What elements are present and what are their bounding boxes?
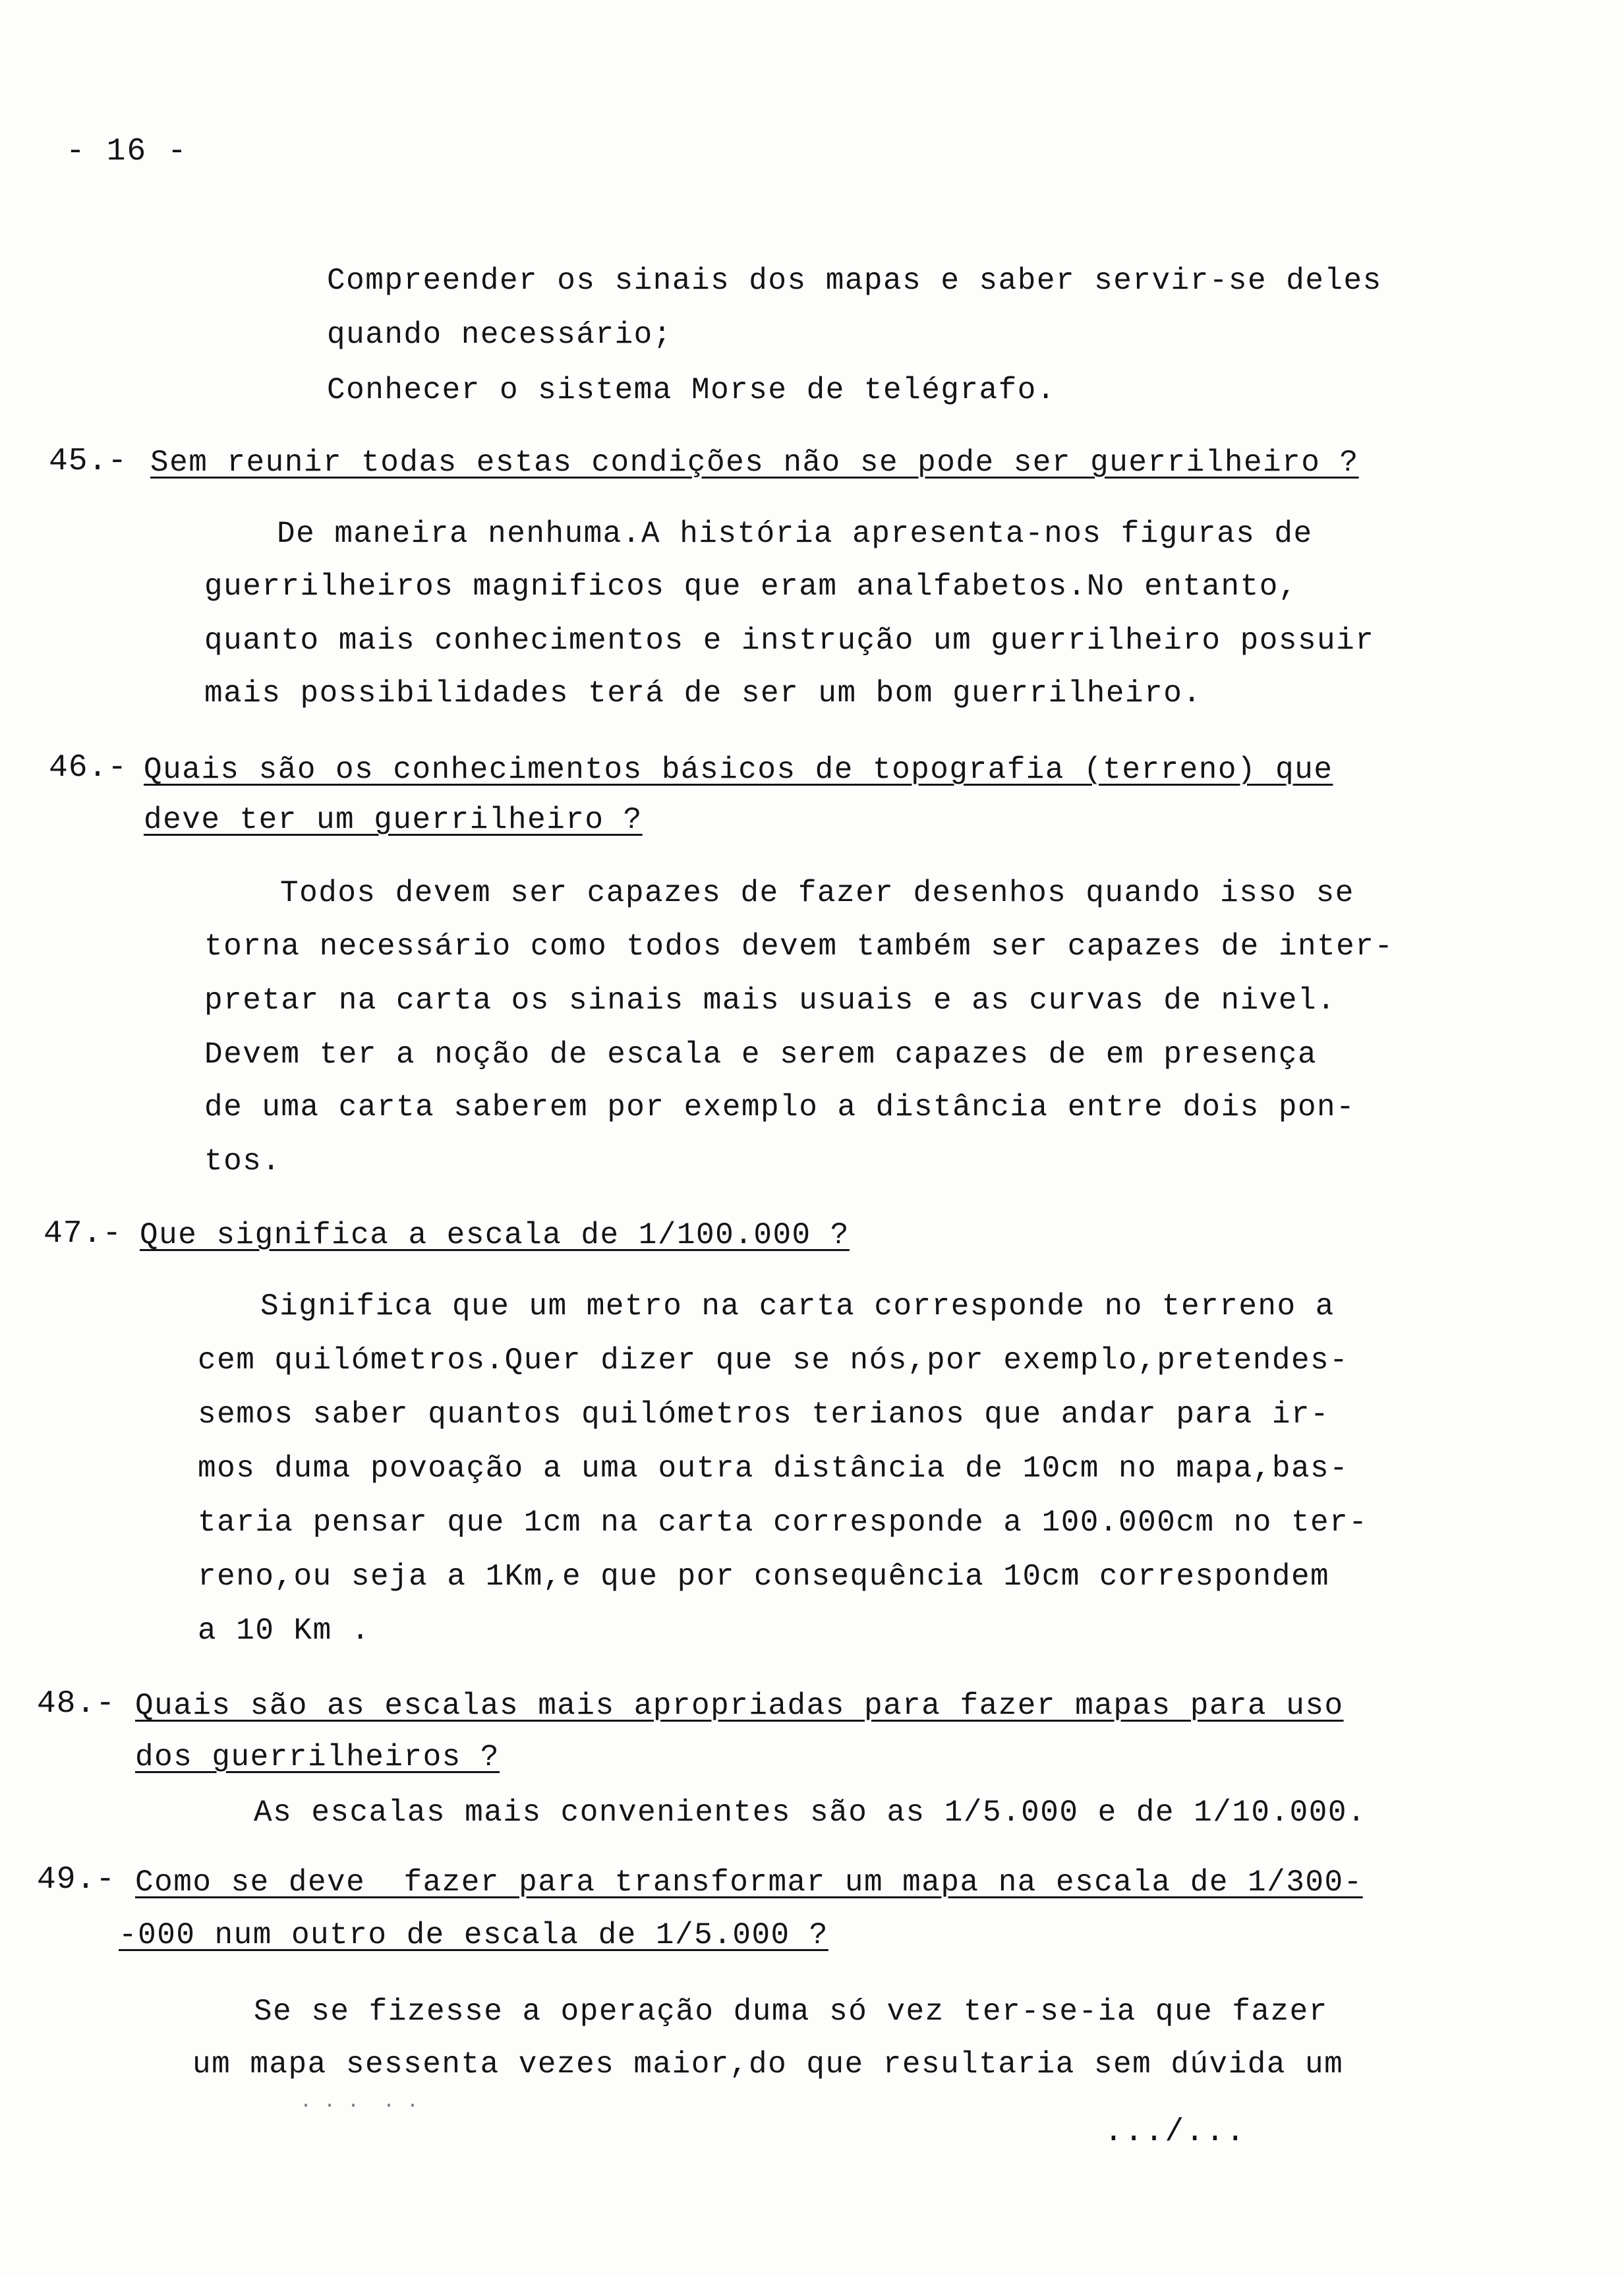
answer-line: Devem ter a noção de escala e serem capazes de em presença xyxy=(204,1037,1318,1072)
question-title: Quais são os conhecimentos básicos de topografia (terreno) que xyxy=(144,753,1333,787)
question-number: 47.- xyxy=(44,1216,123,1252)
answer-line: quanto mais conhecimentos e instrução um guerrilheiro possuir xyxy=(204,624,1375,658)
answer-line: cem quilómetros.Quer dizer que se nós,por exemplo,pretendes- xyxy=(198,1343,1349,1378)
answer-line: tos. xyxy=(204,1144,281,1179)
stray-marks: · · · · · xyxy=(300,2095,419,2117)
question-number: 45.- xyxy=(49,444,128,479)
question-number: 49.- xyxy=(37,1862,116,1898)
intro-line: Compreender os sinais dos mapas e saber servir-se deles xyxy=(327,264,1382,298)
question-title: Quais são as escalas mais apropriadas para fazer mapas para uso xyxy=(135,1689,1344,1723)
answer-line: de uma carta saberem por exemplo a distância entre dois pon- xyxy=(204,1090,1356,1124)
intro-line: quando necessário; xyxy=(327,318,672,352)
answer-line: De maneira nenhuma.A história apresenta-nos figuras de xyxy=(277,517,1313,551)
answer-line: mos duma povoação a uma outra distância de 10cm no mapa,bas- xyxy=(198,1451,1349,1486)
question-number: 46.- xyxy=(49,750,128,786)
answer-line: Se se fizesse a operação duma só vez ter-se-ia que fazer xyxy=(254,1995,1328,2029)
continuation-marker: .../... xyxy=(1104,2115,1246,2150)
answer-line: semos saber quantos quilómetros terianos que andar para ir- xyxy=(198,1397,1330,1432)
answer-line: guerrilheiros magnificos que eram analfabetos.No entanto, xyxy=(204,570,1298,604)
question-title: dos guerrilheiros ? xyxy=(135,1740,500,1774)
answer-line: Todos devem ser capazes de fazer desenhos quando isso se xyxy=(280,876,1354,910)
answer-line: um mapa sessenta vezes maior,do que resultaria sem dúvida um xyxy=(192,2047,1344,2082)
answer-line: mais possibilidades terá de ser um bom guerrilheiro. xyxy=(204,676,1202,711)
question-number: 48.- xyxy=(37,1686,116,1722)
question-title: Que significa a escala de 1/100.000 ? xyxy=(140,1218,850,1252)
answer-line: reno,ou seja a 1Km,e que por consequência 10cm correspondem xyxy=(198,1560,1330,1594)
question-title: Sem reunir todas estas condições não se pode ser guerrilheiro ? xyxy=(150,446,1359,480)
question-title: deve ter um guerrilheiro ? xyxy=(144,803,643,837)
intro-line: Conhecer o sistema Morse de telégrafo. xyxy=(327,373,1056,407)
answer-line: taria pensar que 1cm na carta corresponde a 100.000cm no ter- xyxy=(198,1505,1368,1540)
question-title: Como se deve fazer para transformar um mapa na escala de 1/300- xyxy=(135,1865,1363,1900)
page-number: - 16 - xyxy=(66,134,188,169)
answer-line: a 10 Km . xyxy=(198,1614,370,1648)
answer-line: As escalas mais convenientes são as 1/5.000 e de 1/10.000. xyxy=(254,1796,1367,1830)
question-title: -000 num outro de escala de 1/5.000 ? xyxy=(119,1918,828,1952)
answer-line: Significa que um metro na carta corresponde no terreno a xyxy=(260,1289,1335,1324)
answer-line: torna necessário como todos devem também ser capazes de inter- xyxy=(204,929,1394,964)
answer-line: pretar na carta os sinais mais usuais e as curvas de nivel. xyxy=(204,983,1337,1018)
